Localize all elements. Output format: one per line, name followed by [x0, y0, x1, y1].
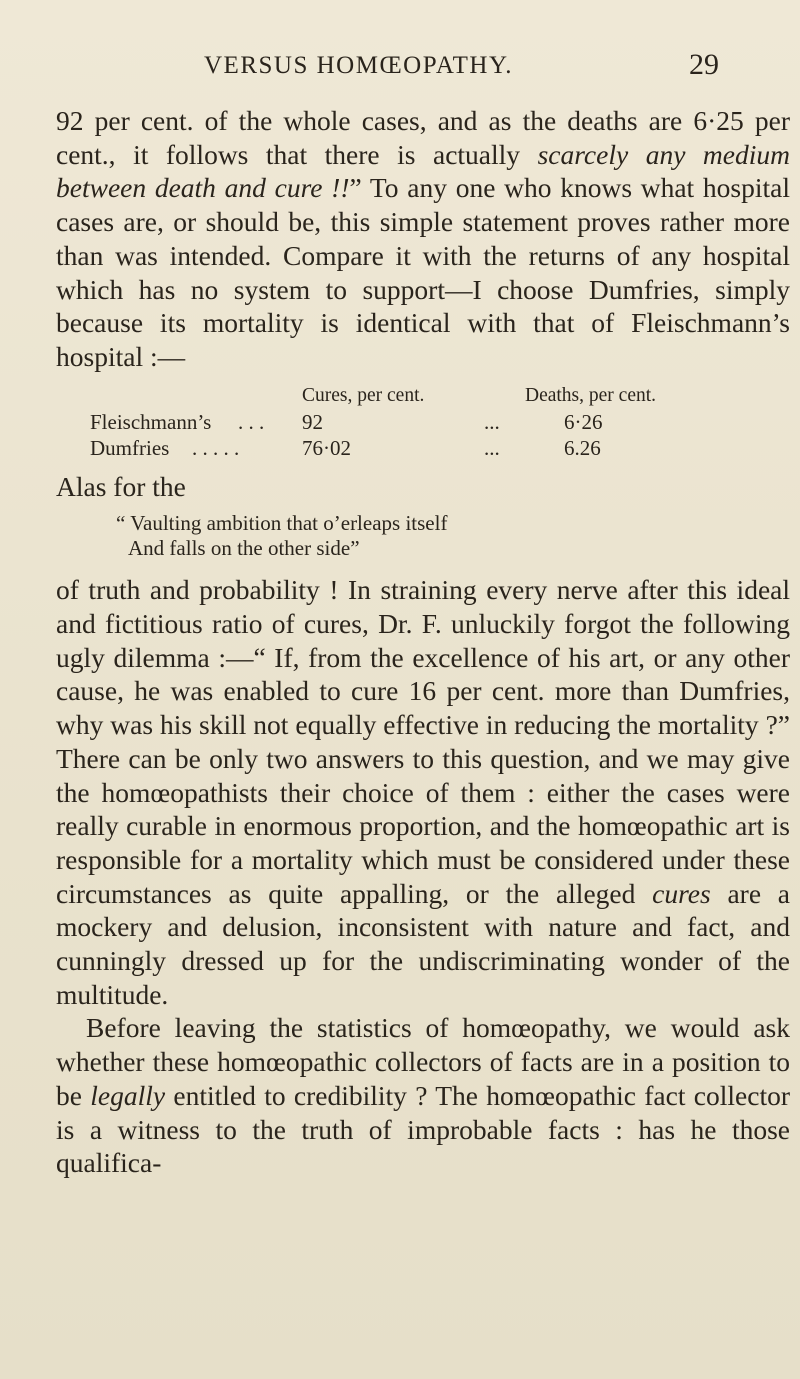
row-separator: ...: [484, 435, 500, 460]
page-number: 29: [689, 48, 719, 81]
row-name: Fleischmann’s: [90, 409, 212, 434]
cures-value: 92: [302, 409, 323, 434]
deaths-value: 6.26: [564, 435, 601, 460]
emphasis: cures: [652, 877, 711, 909]
column-header-deaths: Deaths, per cent.: [525, 384, 657, 406]
row-leader: . . .: [238, 409, 265, 434]
cures-value: 76·02: [302, 435, 351, 460]
page-header: [56, 48, 796, 92]
alas-line: Alas for the: [56, 470, 186, 502]
table-row: [56, 410, 790, 434]
paragraph-1: 92 per cent. of the whole cases, and as the deaths are 6·25 per cent., it follows that there is actually scarcely any medium between death and cure !!” To any one who knows what hospital cases are, or should be, this simple statement proves rather more than was intended. Compare it with the returns of any hospital which has no system to support—I choose Dumfries, simply because its mortality is identical with that of Fleischmann’s hospital :—: [56, 105, 790, 372]
block-quote: [56, 511, 790, 561]
paragraph-3: Before leaving the statistics of homœopathy, we would ask whether these homœopathic collectors of facts are in a position to be legally entitled to credibility ? The homœopathic fact collector is a witness to the truth of improbable facts : has he those qualifica-: [56, 1012, 790, 1179]
quote-line: “ Vaulting ambition that o’erleaps itself: [116, 511, 448, 536]
running-head: VERSUS HOMŒOPATHY.: [204, 52, 514, 79]
deaths-value: 6·26: [564, 409, 603, 434]
quote-line: And falls on the other side”: [128, 536, 360, 561]
table-row: [56, 436, 790, 460]
row-separator: ...: [484, 409, 500, 434]
emphasis: scarcely any medium between death and cure !!: [56, 138, 790, 204]
emphasis: legally: [90, 1079, 166, 1111]
statistics-table: [56, 384, 790, 470]
body-text: [56, 104, 790, 1180]
row-name: Dumfries: [90, 435, 170, 460]
column-header-cures: Cures, per cent.: [302, 384, 425, 406]
paragraph-2: of truth and probability ! In straining every nerve after this ideal and fictitious ratio of cures, Dr. F. unluckily forgot the following ugly dilemma :—“ If, from the excellence of his art, or any other cause, he was enabled to cure 16 per cent. more than Dumfries, why was his skill not equally effective in reducing the mortality ?” There can be only two answers to this question, and we may give the homœopathists their choice of them : either the cases were really curable in enormous proportion, and the homœopathic art is responsible for a mortality which must be considered under these circumstances as quite appalling, or the alleged cures are a mockery and delusion, inconsistent with nature and fact, and cunningly dressed up for the undiscriminating wonder of the multitude.: [56, 574, 790, 1010]
row-leader: . . . . .: [192, 435, 240, 460]
